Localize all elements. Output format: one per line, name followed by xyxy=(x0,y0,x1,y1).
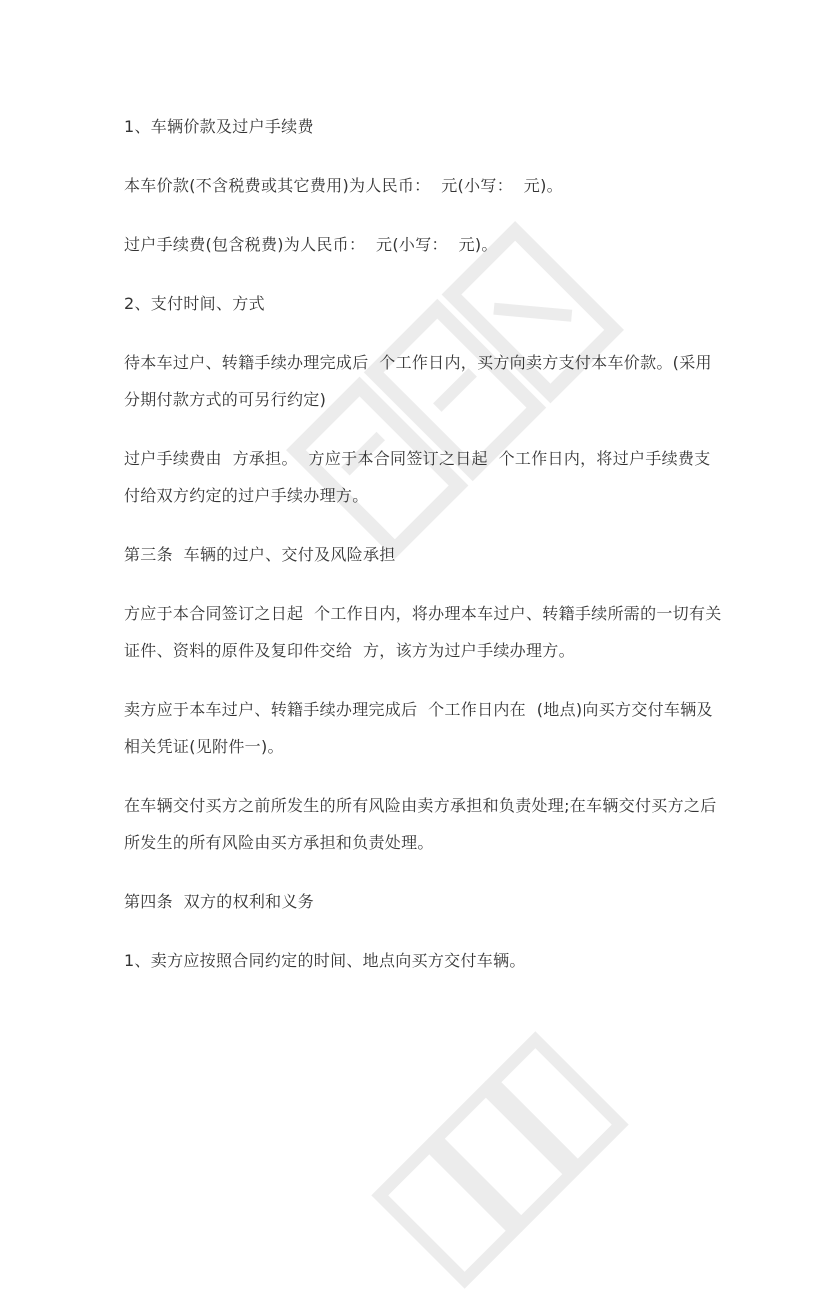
paragraph-risk: 在车辆交付买方之前所发生的所有风险由卖方承担和负责处理;在车辆交付买方之后所发生的所有风险由买方承担和负责处理。 xyxy=(124,796,717,852)
paragraph-transfer-fee: 过户手续费(包含税费)为人民币： 元(小写： 元)。 xyxy=(124,235,498,254)
watermark-logo-bottom xyxy=(359,1019,642,1301)
paragraph-vehicle-delivery: 卖方应于本车过户、转籍手续办理完成后 个工作日内在 (地点)向买方交付车辆及相关凭证(见附件一)。 xyxy=(124,700,713,756)
article-heading-3: 第三条 车辆的过户、交付及风险承担 xyxy=(124,545,396,564)
section-heading-price: 1、车辆价款及过户手续费 xyxy=(124,117,314,136)
section-heading-payment: 2、支付时间、方式 xyxy=(124,294,265,313)
paragraph-payment-time: 待本车过户、转籍手续办理完成后 个工作日内，买方向卖方支付本车价款。(采用分期付款方式的可另行约定) xyxy=(124,353,712,409)
paragraph-documents-handover: 方应于本合同签订之日起 个工作日内，将办理本车过户、转籍手续所需的一切有关证件、资料的原件及复印件交给 方，该方为过户手续办理方。 xyxy=(124,604,722,660)
document-body xyxy=(124,108,724,1001)
paragraph-seller-obligation: 1、卖方应按照合同约定的时间、地点向买方交付车辆。 xyxy=(124,951,526,970)
paragraph-fee-bearer: 过户手续费由 方承担。 方应于本合同签订之日起 个工作日内，将过户手续费支付给双方约定的过户手续办理方。 xyxy=(124,449,711,505)
article-heading-4: 第四条 双方的权利和义务 xyxy=(124,892,315,911)
paragraph-vehicle-price: 本车价款(不含税费或其它费用)为人民币： 元(小写： 元)。 xyxy=(124,176,563,195)
